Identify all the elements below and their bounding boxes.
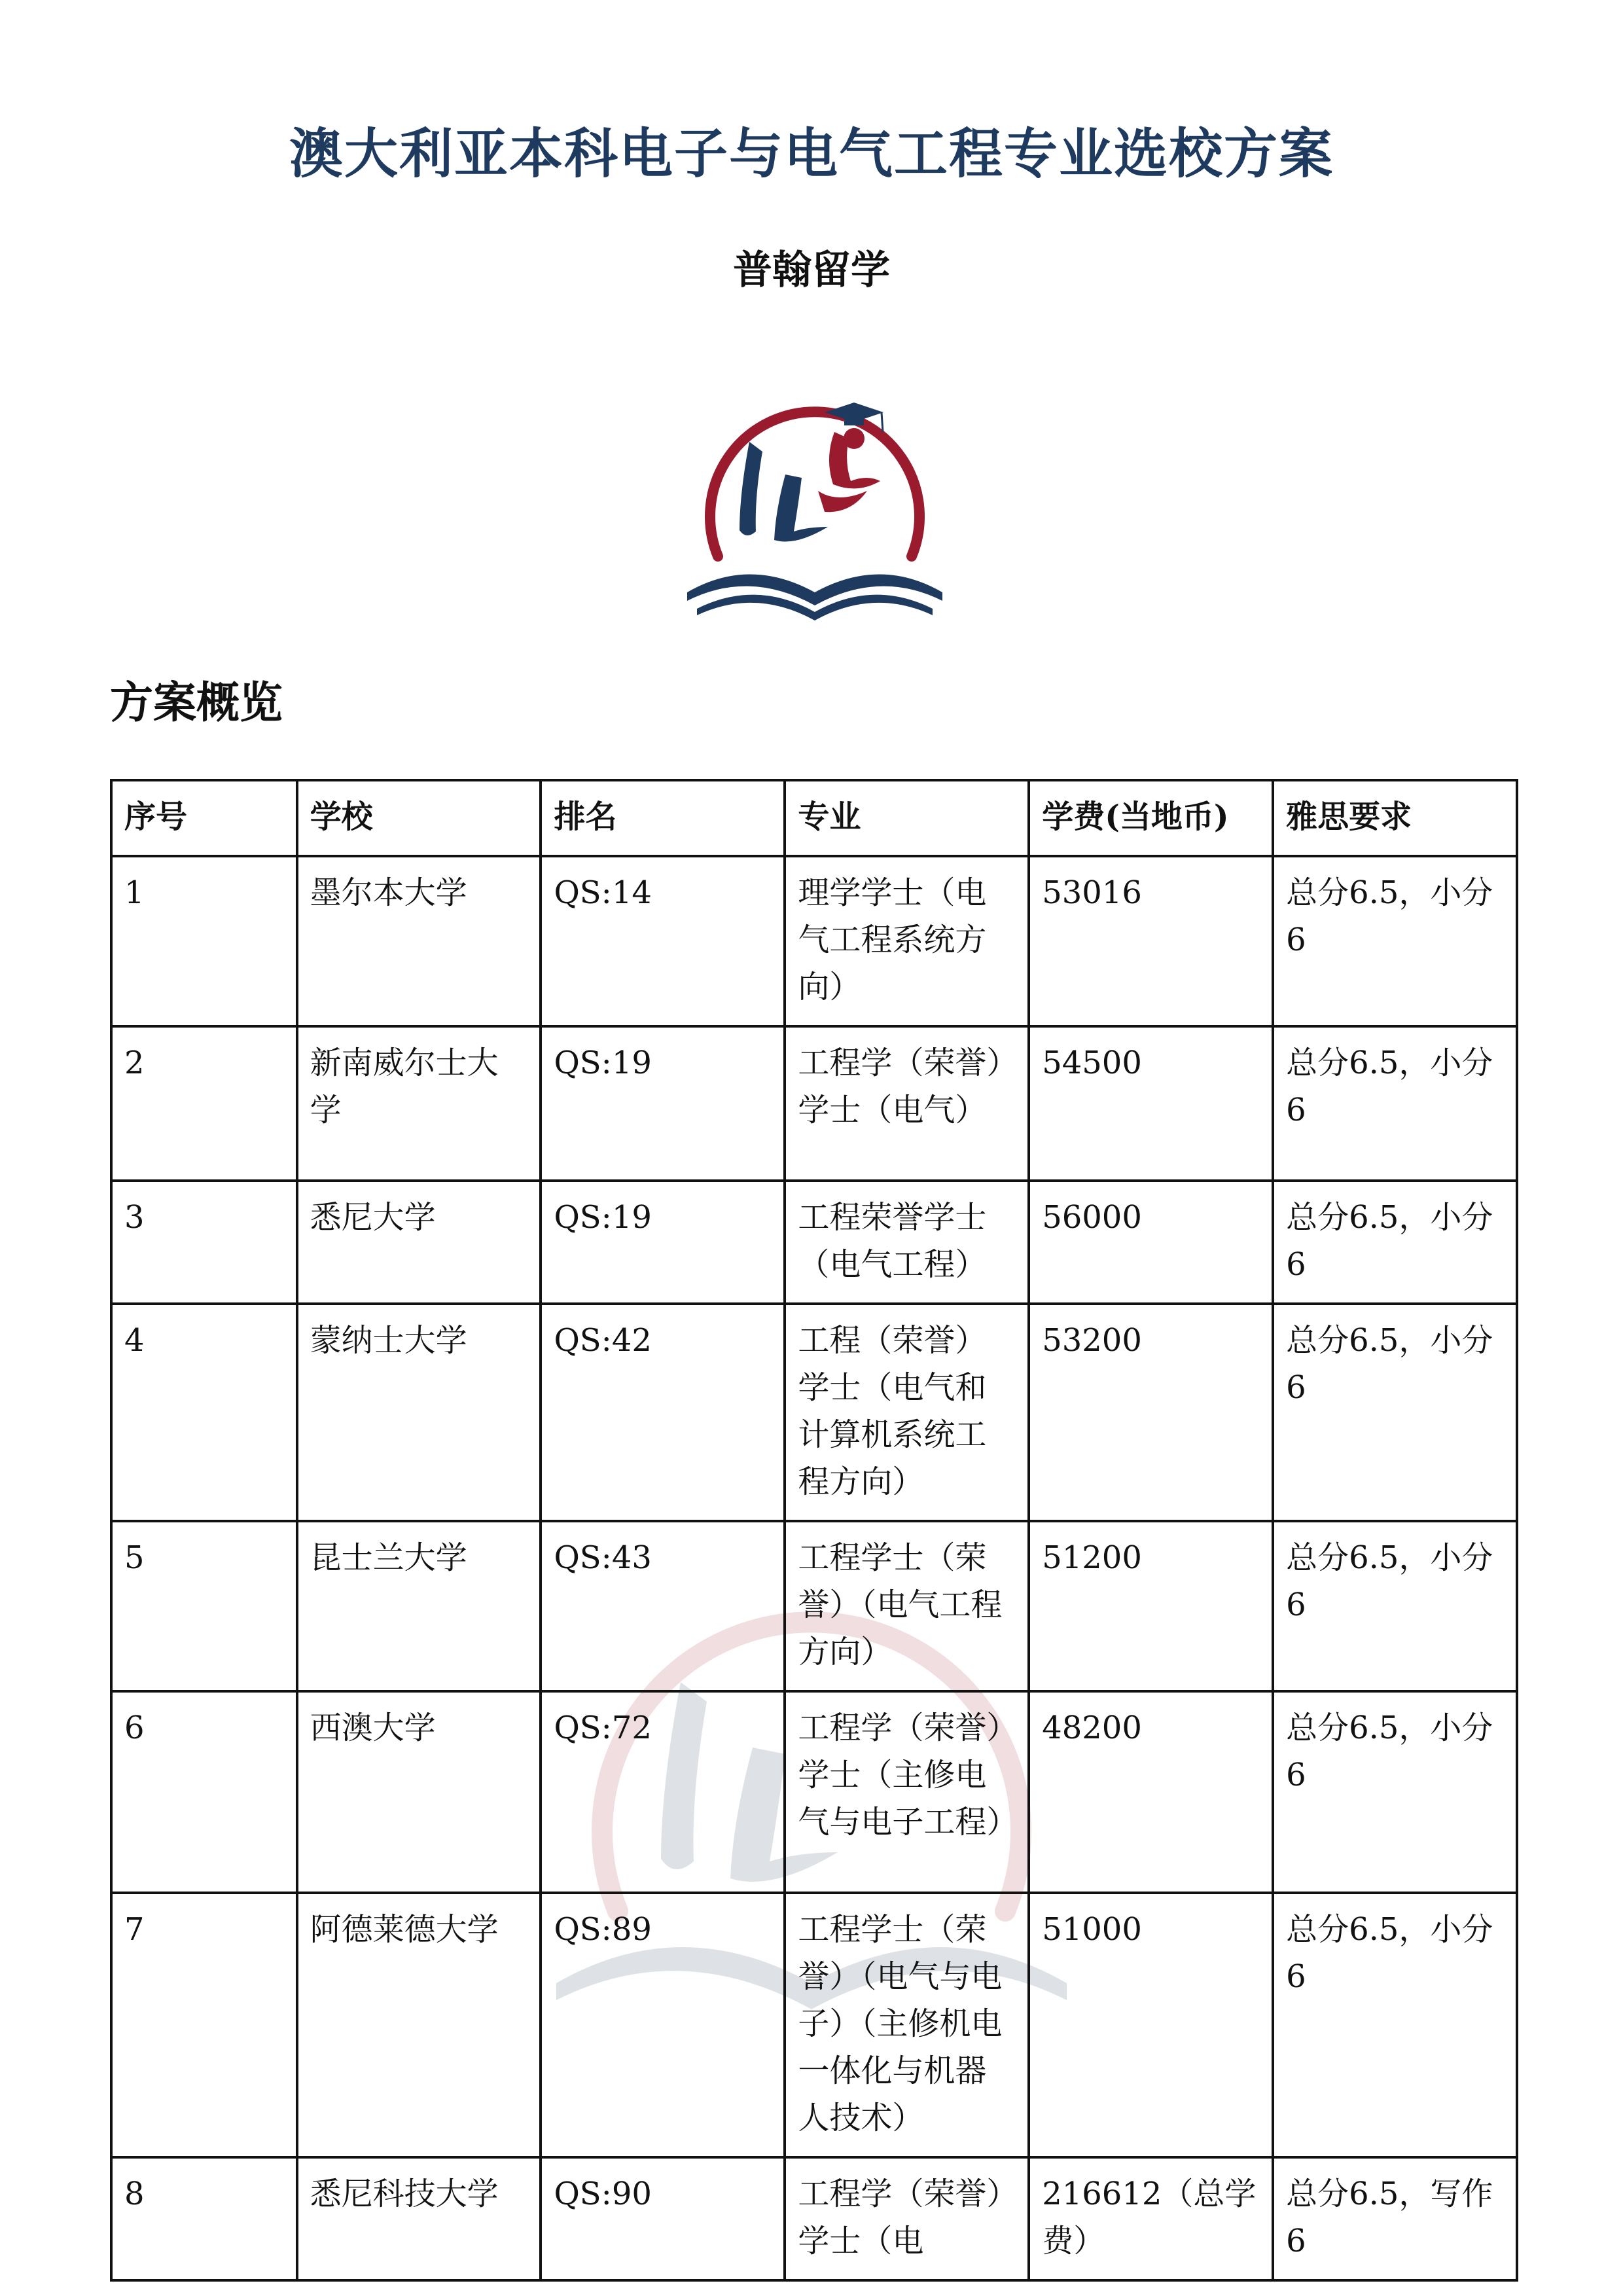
cell-ranking: QS:90 [541,2157,785,2280]
cell-index: 1 [111,856,297,1026]
cell-school: 阿德莱德大学 [297,1893,541,2157]
cell-tuition: 216612（总学费） [1029,2157,1273,2280]
cell-school: 悉尼大学 [297,1181,541,1304]
cell-ranking: QS:19 [541,1181,785,1304]
cell-tuition: 53200 [1029,1304,1273,1521]
cell-ranking: QS:89 [541,1893,785,2157]
cell-tuition: 53016 [1029,856,1273,1026]
cell-index: 8 [111,2157,297,2280]
cell-index: 2 [111,1026,297,1181]
cell-ielts: 总分6.5，写作6 [1273,2157,1517,2280]
cell-major: 工程学士（荣誉）（电气与电子）（主修机电一体化与机器人技术） [785,1893,1029,2157]
table-header-row [111,780,1517,856]
cell-school: 悉尼科技大学 [297,2157,541,2280]
table-row [111,856,1517,1026]
section-title-overview: 方案概览 [110,677,283,728]
table-row [111,1521,1517,1691]
table-row [111,1304,1517,1521]
cell-ielts: 总分6.5，小分6 [1273,856,1517,1026]
organization-name: 普翰留学 [733,247,890,293]
cell-school: 西澳大学 [297,1691,541,1893]
cell-ranking: QS:42 [541,1304,785,1521]
table-row [111,1691,1517,1893]
cell-major: 工程学（荣誉）学士（电气） [785,1026,1029,1181]
cell-index: 3 [111,1181,297,1304]
cell-tuition: 56000 [1029,1181,1273,1304]
table-row [111,1026,1517,1181]
cell-major: 工程荣誉学士（电气工程） [785,1181,1029,1304]
cell-index: 7 [111,1893,297,2157]
cell-ielts: 总分6.5，小分6 [1273,1691,1517,1893]
school-plan-table [110,779,1518,2282]
cell-ranking: QS:72 [541,1691,785,1893]
cell-ielts: 总分6.5，小分6 [1273,1181,1517,1304]
cell-index: 4 [111,1304,297,1521]
cell-tuition: 54500 [1029,1026,1273,1181]
cell-major: 工程学士（荣誉）（电气工程方向） [785,1521,1029,1691]
header-ranking: 排名 [541,780,785,856]
cell-major: 理学学士（电气工程系统方向） [785,856,1029,1026]
cell-ielts: 总分6.5，小分6 [1273,1893,1517,2157]
cell-ranking: QS:14 [541,856,785,1026]
cell-ranking: QS:43 [541,1521,785,1691]
cell-tuition: 48200 [1029,1691,1273,1893]
cell-tuition: 51200 [1029,1521,1273,1691]
header-tuition: 学费(当地币) [1029,780,1273,856]
cell-ielts: 总分6.5，小分6 [1273,1304,1517,1521]
cell-ranking: QS:19 [541,1026,785,1181]
cell-school: 蒙纳士大学 [297,1304,541,1521]
cell-ielts: 总分6.5，小分6 [1273,1521,1517,1691]
page-title: 澳大利亚本科电子与电气工程专业选校方案 [289,122,1334,185]
header-major: 专业 [785,780,1029,856]
cell-tuition: 51000 [1029,1893,1273,2157]
header-school: 学校 [297,780,541,856]
header-ielts: 雅思要求 [1273,780,1517,856]
table-row [111,2157,1517,2280]
graduate-book-logo-icon [677,340,952,622]
cell-school: 昆士兰大学 [297,1521,541,1691]
cell-major: 工程（荣誉）学士（电气和计算机系统工程方向） [785,1304,1029,1521]
table-row [111,1893,1517,2157]
cell-ielts: 总分6.5，小分6 [1273,1026,1517,1181]
cell-major: 工程学（荣誉）学士（电 [785,2157,1029,2280]
cell-school: 墨尔本大学 [297,856,541,1026]
cell-index: 6 [111,1691,297,1893]
cell-school: 新南威尔士大学 [297,1026,541,1181]
cell-major: 工程学（荣誉）学士（主修电气与电子工程） [785,1691,1029,1893]
cell-index: 5 [111,1521,297,1691]
table-row [111,1181,1517,1304]
header-index: 序号 [111,780,297,856]
